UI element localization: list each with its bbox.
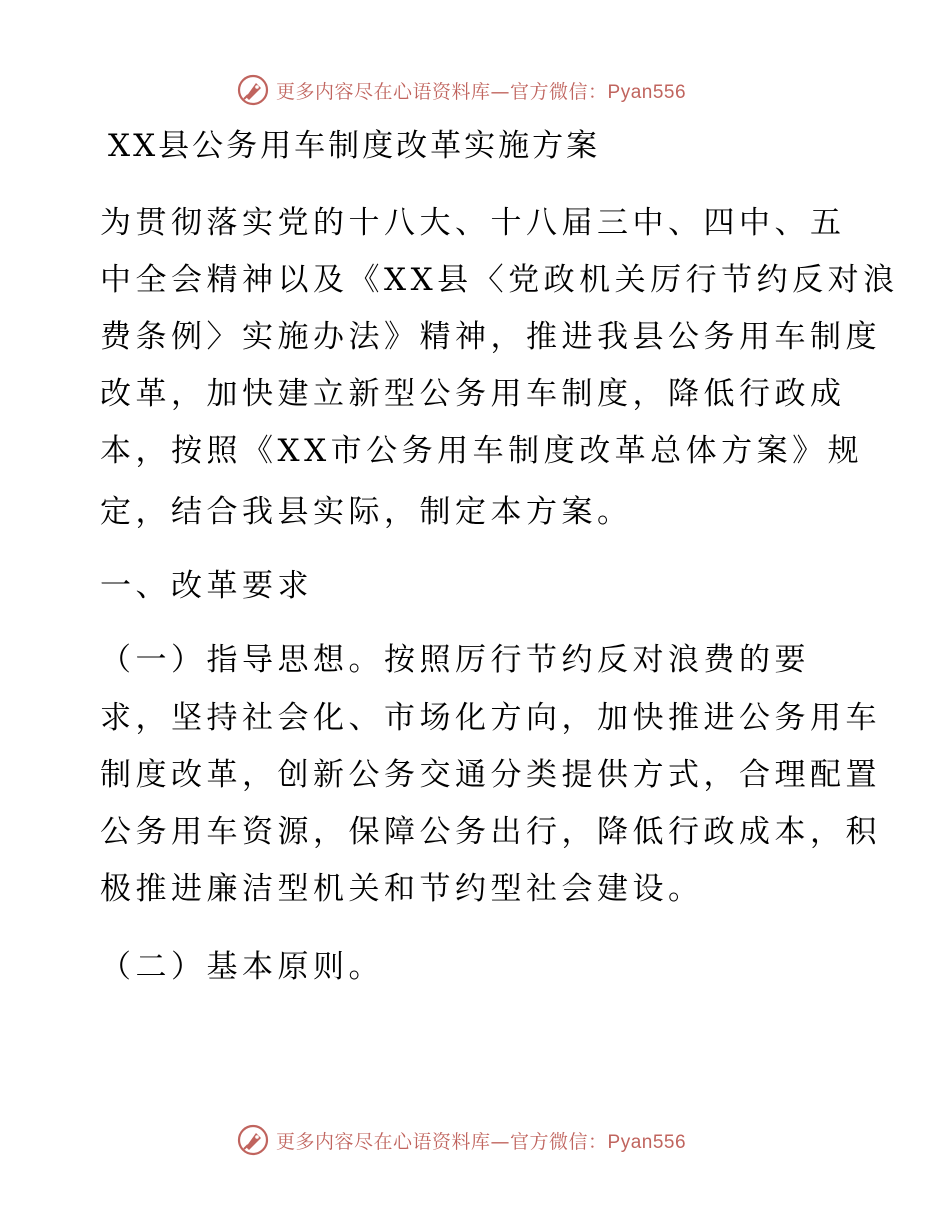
watermark-header: [236, 73, 686, 107]
pen-nib-logo-icon: [236, 1123, 270, 1157]
paragraph-line: 本，按照《XX市公务用车制度改革总体方案》规: [100, 433, 864, 469]
subsection-heading: （二）基本原则。: [100, 949, 384, 985]
pen-nib-logo-icon: [236, 73, 270, 107]
paragraph-line: （一）指导思想。按照厉行节约反对浪费的要: [100, 642, 810, 678]
paragraph-line: 定，结合我县实际，制定本方案。: [100, 494, 633, 530]
paragraph-line: 为贯彻落实党的十八大、十八届三中、四中、五: [100, 205, 846, 241]
paragraph-line: 改革，加快建立新型公务用车制度，降低行政成: [100, 376, 846, 412]
watermark-text: 更多内容尽在心语资料库—官方微信：Pyan556: [276, 1130, 687, 1153]
paragraph-line: 公务用车资源，保障公务出行，降低行政成本，积: [100, 814, 881, 850]
watermark-text: 更多内容尽在心语资料库—官方微信：Pyan556: [276, 80, 687, 103]
watermark-footer: [236, 1123, 686, 1157]
section-heading: 一、改革要求: [100, 568, 313, 604]
paragraph-line: 极推进廉洁型机关和节约型社会建设。: [100, 871, 704, 907]
paragraph-line: 求，坚持社会化、市场化方向，加快推进公务用车: [100, 700, 881, 736]
paragraph-line: 中全会精神以及《XX县〈党政机关厉行节约反对浪: [100, 262, 899, 298]
paragraph-line: 费条例〉实施办法》精神，推进我县公务用车制度: [100, 319, 881, 355]
paragraph-line: 制度改革，创新公务交通分类提供方式，合理配置: [100, 757, 881, 793]
document-title: XX县公务用车制度改革实施方案: [108, 128, 601, 164]
